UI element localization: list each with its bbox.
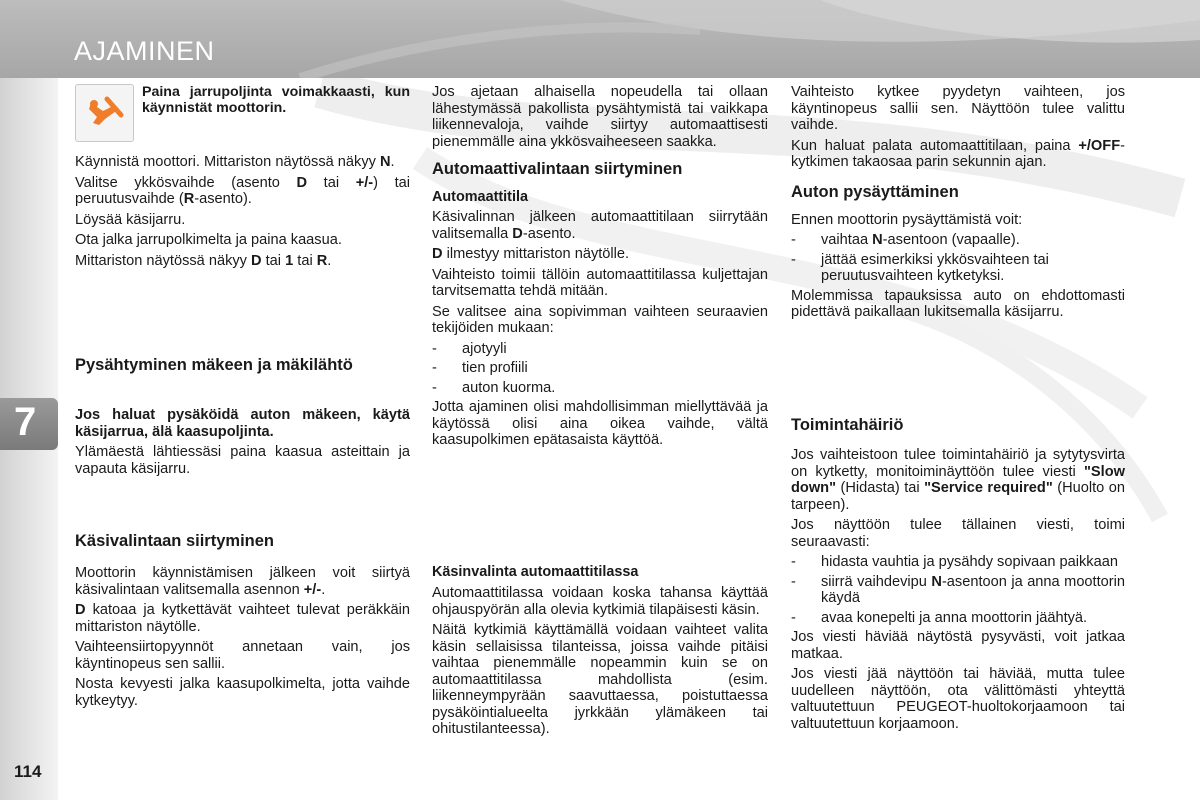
warning-box: [75, 84, 410, 144]
column-2: [432, 84, 768, 737]
paragraph: Jotta ajaminen olisi mahdollisimman miellyttävää ja käytössä olisi aina oikea vaihde, vältä kaasupolkimen epätasaista käyttöä.: [432, 399, 768, 448]
paragraph: Ennen moottorin pysäyttämistä voit:: [791, 211, 1023, 228]
list-item: - tien profiili: [432, 360, 528, 376]
warning-text: Paina jarrupoljinta voimakkaasti, kun käynnistät moottorin.: [142, 84, 410, 116]
chapter-number: 7: [14, 400, 37, 444]
foot-brake-warning-icon: [75, 84, 134, 142]
list-item: - vaihtaa N-asentoon (vapaalle).: [791, 232, 1020, 248]
list-item: - ajotyyli: [432, 340, 507, 357]
section-heading-manual: Käsivalintaan siirtyminen: [75, 532, 274, 550]
paragraph: Kun haluat palata automaattitilaan, paina +/OFF-kytkimen takaosaa parin sekunnin ajan.: [791, 137, 1125, 170]
paragraph: Jos viesti jää näyttöön tai häviää, mutta tulee uudelleen näyttöön, ota välittömästi yhteyttä valtuutettuun PEUGEOT-huoltokorjaamoon tai valtuutettuun korjaamoon.: [791, 666, 1125, 732]
column-3: [791, 84, 1126, 732]
section-heading-hill: Pysähtyminen mäkeen ja mäkilähtö: [75, 356, 353, 374]
paragraph: Se valitsee aina sopivimman vaihteen seuraavien tekijöiden mukaan:: [432, 303, 768, 336]
paragraph: Valitse ykkösvaihde (asento D tai +/-) tai peruutusvaihde (R-asento).: [75, 174, 410, 207]
paragraph: Vaihteisto toimii tällöin automaattitilassa kuljettajan tarvitsematta tehdä mitään.: [432, 266, 768, 299]
section-heading-stop: Auton pysäyttäminen: [791, 182, 959, 201]
paragraph: Jos viesti häviää näytöstä pysyvästi, voit jatkaa matkaa.: [791, 629, 1125, 662]
list-item: - avaa konepelti ja anna moottorin jäähtyä.: [791, 609, 1088, 626]
paragraph: Nosta kevyesti jalka kaasupolkimelta, jotta vaihde kytkeytyy.: [75, 676, 410, 709]
list-item: - jättää esimerkiksi ykkösvaihteen tai peruutusvaihteen kytketyksi.: [791, 251, 1049, 284]
paragraph: D katoaa ja kytkettävät vaihteet tulevat peräkkäin mittariston näytölle.: [75, 602, 410, 635]
paragraph: Jos vaihteistoon tulee toimintahäiriö ja sytytysvirta on kytketty, monitoiminäyttöön tulee viesti "Slow down" (Hidasta) tai "Service required" (Huolto on tarpeen).: [791, 447, 1126, 513]
subheading-auto-mode: Automaattitila: [432, 189, 528, 205]
paragraph: Ota jalka jarrupolkimelta ja paina kaasua.: [75, 232, 342, 248]
list-item: - auton kuorma.: [432, 379, 556, 396]
column-1: [75, 84, 410, 709]
paragraph: Automaattitilassa voidaan koska tahansa käyttää ohjauspyörän alla olevia kytkimiä tilapäisesti käsin.: [432, 585, 768, 618]
paragraph: Näitä kytkimiä käyttämällä voidaan vaihteet valita käsin sellaisissa tilanteissa, joissa vaihde pitäisi vaihtaa pienemmälle nopeammin kuin se on automaattitilassa mahdollista (esim. liikenneympyrään saavuttaessa, poistuttaessa pysäköintialueelta jyrkkään ylämäkeen tai ohitustilanteessa).: [432, 622, 768, 737]
paragraph: Käsivalinnan jälkeen automaattitilaan siirrytään valitsemalla D-asento.: [432, 209, 768, 242]
paragraph: Mittariston näytössä näkyy D tai 1 tai R.: [75, 252, 332, 269]
hill-warning: Jos haluat pysäköidä auton mäkeen, käytä käsijarrua, älä kaasupoljinta.: [75, 407, 410, 440]
paragraph: Vaihteisto kytkee pyydetyn vaihteen, jos käyntinopeus sallii sen. Näyttöön tulee valittu vaihde.: [791, 84, 1125, 133]
paragraph: Jos ajetaan alhaisella nopeudella tai ollaan lähestymässä pakollista pysähtymistä tai vaikkapa liikennevaloja, vaihde siirtyy automaattisesti pienemmälle aina ykkösvaiheeseen saakka.: [432, 84, 768, 150]
paragraph: Moottorin käynnistämisen jälkeen voit siirtyä käsivalintaan valitsemalla asennon +/-.: [75, 565, 410, 598]
paragraph: Molemmissa tapauksissa auto on ehdottomasti pidettävä paikallaan lukitsemalla käsijarru.: [791, 287, 1125, 320]
subheading-manual-in-auto: Käsinvalinta automaattitilassa: [432, 564, 639, 580]
paragraph: Jos näyttöön tulee tällainen viesti, toimi seuraavasti:: [791, 517, 1125, 550]
section-heading-fault: Toimintahäiriö: [791, 416, 904, 434]
paragraph: Ylämäestä lähtiessäsi paina kaasua asteittain ja vapauta käsijarru.: [75, 444, 410, 477]
section-heading-auto: Automaattivalintaan siirtyminen: [432, 160, 683, 178]
list-item: - hidasta vauhtia ja pysähdy sopivaan paikkaan: [791, 554, 1118, 570]
paragraph: Vaihteensiirtopyynnöt annetaan vain, jos käyntinopeus sen sallii.: [75, 639, 410, 672]
page-title: AJAMINEN: [74, 36, 215, 66]
paragraph: Käynnistä moottori. Mittariston näytössä näkyy N.: [75, 154, 395, 170]
paragraph: D ilmestyy mittariston näytölle.: [432, 246, 630, 262]
page-number: 114: [14, 762, 42, 781]
paragraph: Löysää käsijarru.: [75, 211, 186, 228]
list-item: - siirrä vaihdevipu N-asentoon ja anna moottorin käydä: [791, 573, 1125, 606]
